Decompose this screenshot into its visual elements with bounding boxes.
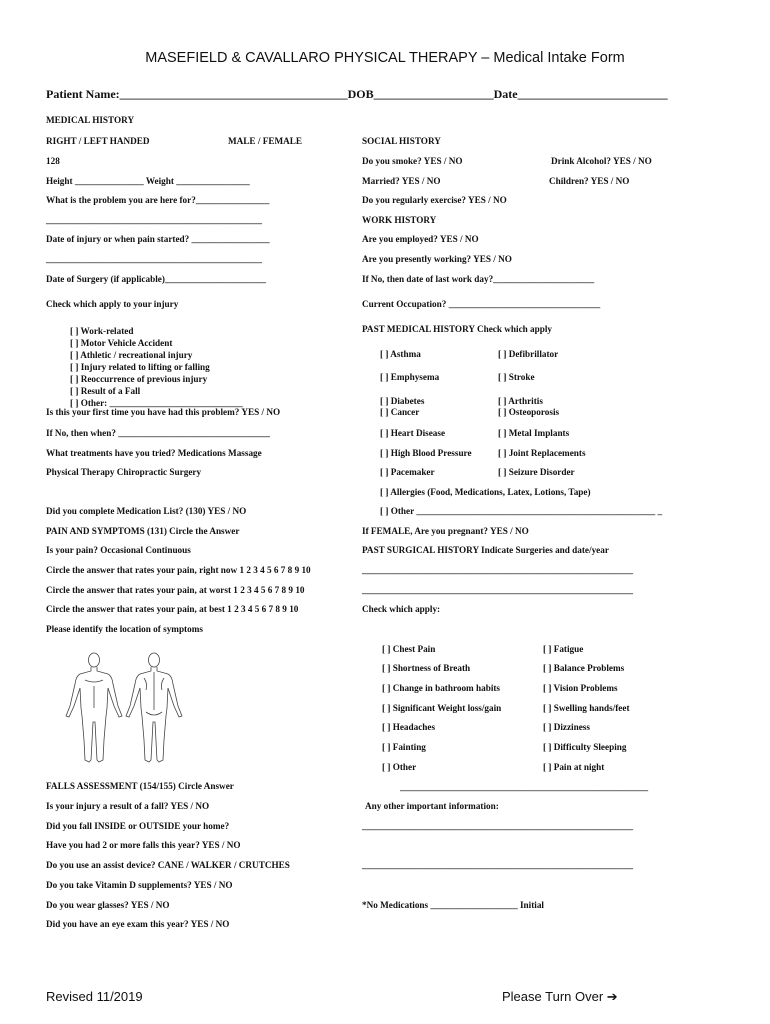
eye-exam-question[interactable]: Did you have an eye exam this year? YES / NO: [46, 919, 230, 929]
symptom-chest-pain[interactable]: [ ] Chest Pain: [382, 644, 436, 654]
symptom-vision-problems[interactable]: [ ] Vision Problems: [543, 683, 618, 693]
injury-date-field[interactable]: Date of injury or when pain started? _________________: [46, 234, 270, 244]
medication-list-question[interactable]: Did you complete Medication List? (130) YES / NO: [46, 506, 247, 516]
surgery-line-1[interactable]: ___________________________________________________________: [362, 565, 634, 575]
symptom-other[interactable]: [ ] Other: [382, 762, 417, 772]
injury-option[interactable]: [ ] Injury related to lifting or falling: [70, 362, 210, 372]
pain-symptoms-heading: PAIN AND SYMPTOMS (131) Circle the Answer: [46, 526, 240, 536]
symptom-swelling[interactable]: [ ] Swelling hands/feet: [543, 703, 630, 713]
symptom-pain-at-night[interactable]: [ ] Pain at night: [543, 762, 605, 772]
work-history-heading: WORK HISTORY: [362, 215, 437, 225]
children-question[interactable]: Children? YES / NO: [549, 176, 630, 186]
other-info-line-1[interactable]: ___________________________________________________________: [362, 821, 634, 831]
pmh-cancer[interactable]: [ ] Cancer: [380, 407, 420, 417]
last-work-day-field[interactable]: If No, then date of last work day?______________________: [362, 274, 595, 284]
working-question[interactable]: Are you presently working? YES / NO: [362, 254, 512, 264]
injury-checklist: [70, 325, 243, 409]
symptom-fatigue[interactable]: [ ] Fatigue: [543, 644, 584, 654]
past-medical-heading: PAST MEDICAL HISTORY Check which apply: [362, 324, 553, 334]
problem-field-line2[interactable]: _______________________________________________: [46, 215, 262, 225]
no-medications-initial[interactable]: *No Medications ___________________ Initial: [362, 900, 544, 910]
fall-location-question[interactable]: Did you fall INSIDE or OUTSIDE your home?: [46, 821, 230, 831]
pmh-high-blood-pressure[interactable]: [ ] High Blood Pressure: [380, 448, 472, 458]
form-title: MASEFIELD & CAVALLARO PHYSICAL THERAPY – Medical Intake Form: [145, 50, 625, 66]
problem-field[interactable]: What is the problem you are here for?________________: [46, 195, 270, 205]
symptom-balance-problems[interactable]: [ ] Balance Problems: [543, 663, 625, 673]
injury-date-line2[interactable]: _______________________________________________: [46, 254, 262, 264]
pain-best-scale[interactable]: Circle the answer that rates your pain, at best 1 2 3 4 5 6 7 8 9 10: [46, 604, 299, 614]
symptom-headaches[interactable]: [ ] Headaches: [382, 722, 436, 732]
first-time-question[interactable]: Is this your first time you have had this problem? YES / NO: [46, 407, 281, 417]
symptom-shortness-of-breath[interactable]: [ ] Shortness of Breath: [382, 663, 471, 673]
pmh-arthritis[interactable]: [ ] Arthritis: [498, 396, 543, 406]
injury-option[interactable]: [ ] Work-related: [70, 326, 134, 336]
turn-over-note: [502, 989, 618, 1005]
surgery-line-2[interactable]: ___________________________________________________________: [362, 585, 634, 595]
check-injury-heading: Check which apply to your injury: [46, 299, 179, 309]
body-front-figure: [66, 653, 122, 762]
symptom-fainting[interactable]: [ ] Fainting: [382, 742, 426, 752]
vitamin-d-question[interactable]: Do you take Vitamin D supplements? YES / NO: [46, 880, 233, 890]
arrow-right-icon: ➔: [606, 989, 618, 1004]
check-apply-heading: Check which apply:: [362, 604, 441, 614]
married-question[interactable]: Married? YES / NO: [362, 176, 441, 186]
alcohol-question[interactable]: Drink Alcohol? YES / NO: [551, 156, 652, 166]
other-info-line-2[interactable]: ___________________________________________________________: [362, 860, 634, 870]
exercise-question[interactable]: Do you regularly exercise? YES / NO: [362, 195, 507, 205]
pmh-heart-disease[interactable]: [ ] Heart Disease: [380, 428, 446, 438]
pain-type-question[interactable]: Is your pain? Occasional Continuous: [46, 545, 191, 555]
injury-option[interactable]: [ ] Reoccurrence of previous injury: [70, 374, 208, 384]
symptom-other-line[interactable]: ______________________________________________________: [400, 782, 649, 792]
patient-info-line[interactable]: Patient Name:______________________________________DOB____________________Date_________________________: [46, 87, 668, 101]
pmh-emphysema[interactable]: [ ] Emphysema: [380, 372, 440, 382]
symptom-bathroom-habits[interactable]: [ ] Change in bathroom habits: [382, 683, 501, 693]
symptom-location-label: Please identify the location of symptoms: [46, 624, 203, 634]
handed-field[interactable]: RIGHT / LEFT HANDED: [46, 136, 150, 146]
other-info-label: Any other important information:: [365, 801, 499, 811]
medical-history-heading: MEDICAL HISTORY: [46, 115, 135, 125]
pmh-joint-replacements[interactable]: [ ] Joint Replacements: [498, 448, 586, 458]
code-128: 128: [46, 156, 60, 166]
falls-assessment-heading: FALLS ASSESSMENT (154/155) Circle Answer: [46, 781, 234, 791]
symptom-difficulty-sleeping[interactable]: [ ] Difficulty Sleeping: [543, 742, 627, 752]
social-history-heading: SOCIAL HISTORY: [362, 136, 441, 146]
smoke-question[interactable]: Do you smoke? YES / NO: [362, 156, 463, 166]
pmh-seizure-disorder[interactable]: [ ] Seizure Disorder: [498, 467, 575, 477]
pmh-allergies[interactable]: [ ] Allergies (Food, Medications, Latex, Lotions, Tape): [380, 487, 591, 497]
pmh-stroke[interactable]: [ ] Stroke: [498, 372, 535, 382]
injury-option[interactable]: [ ] Result of a Fall: [70, 386, 141, 396]
injury-option[interactable]: [ ] Motor Vehicle Accident: [70, 338, 173, 348]
pmh-defibrillator[interactable]: [ ] Defibrillator: [498, 349, 559, 359]
falls-count-question[interactable]: Have you had 2 or more falls this year? YES / NO: [46, 840, 241, 850]
pmh-metal-implants[interactable]: [ ] Metal Implants: [498, 428, 570, 438]
injury-option[interactable]: [ ] Other: _____________________________: [70, 398, 243, 408]
occupation-field[interactable]: Current Occupation? _________________________________: [362, 299, 601, 309]
treatments-options[interactable]: Physical Therapy Chiropractic Surgery: [46, 467, 202, 477]
body-diagram[interactable]: [58, 650, 188, 770]
employed-question[interactable]: Are you employed? YES / NO: [362, 234, 479, 244]
if-no-when-field[interactable]: If No, then when? _________________________________: [46, 428, 270, 438]
pmh-other[interactable]: [ ] Other ____________________________________________________ _: [380, 506, 663, 516]
glasses-question[interactable]: Do you wear glasses? YES / NO: [46, 900, 170, 910]
assist-device-question[interactable]: Do you use an assist device? CANE / WALKER / CRUTCHES: [46, 860, 290, 870]
pmh-asthma[interactable]: [ ] Asthma: [380, 349, 421, 359]
gender-field[interactable]: MALE / FEMALE: [228, 136, 303, 146]
body-back-figure: [126, 653, 182, 762]
injury-option[interactable]: [ ] Athletic / recreational injury: [70, 350, 193, 360]
pain-worst-scale[interactable]: Circle the answer that rates your pain, at worst 1 2 3 4 5 6 7 8 9 10: [46, 585, 305, 595]
treatments-question[interactable]: What treatments have you tried? Medications Massage: [46, 448, 262, 458]
pmh-diabetes[interactable]: [ ] Diabetes: [380, 396, 425, 406]
symptom-weight-change[interactable]: [ ] Significant Weight loss/gain: [382, 703, 502, 713]
past-surgical-heading: PAST SURGICAL HISTORY Indicate Surgeries and date/year: [362, 545, 609, 555]
surgery-date-field[interactable]: Date of Surgery (if applicable)______________________: [46, 274, 266, 284]
pain-now-scale[interactable]: Circle the answer that rates your pain, right now 1 2 3 4 5 6 7 8 9 10: [46, 565, 311, 575]
pmh-osteoporosis[interactable]: [ ] Osteoporosis: [498, 407, 560, 417]
symptom-dizziness[interactable]: [ ] Dizziness: [543, 722, 590, 732]
pregnant-question[interactable]: If FEMALE, Are you pregnant? YES / NO: [362, 526, 529, 536]
height-weight-field[interactable]: Height _______________ Weight ________________: [46, 176, 250, 186]
fall-result-question[interactable]: Is your injury a result of a fall? YES / NO: [46, 801, 210, 811]
turn-over-label: Please Turn Over: [502, 989, 604, 1004]
pmh-pacemaker[interactable]: [ ] Pacemaker: [380, 467, 435, 477]
revision-date: Revised 11/2019: [46, 989, 143, 1004]
